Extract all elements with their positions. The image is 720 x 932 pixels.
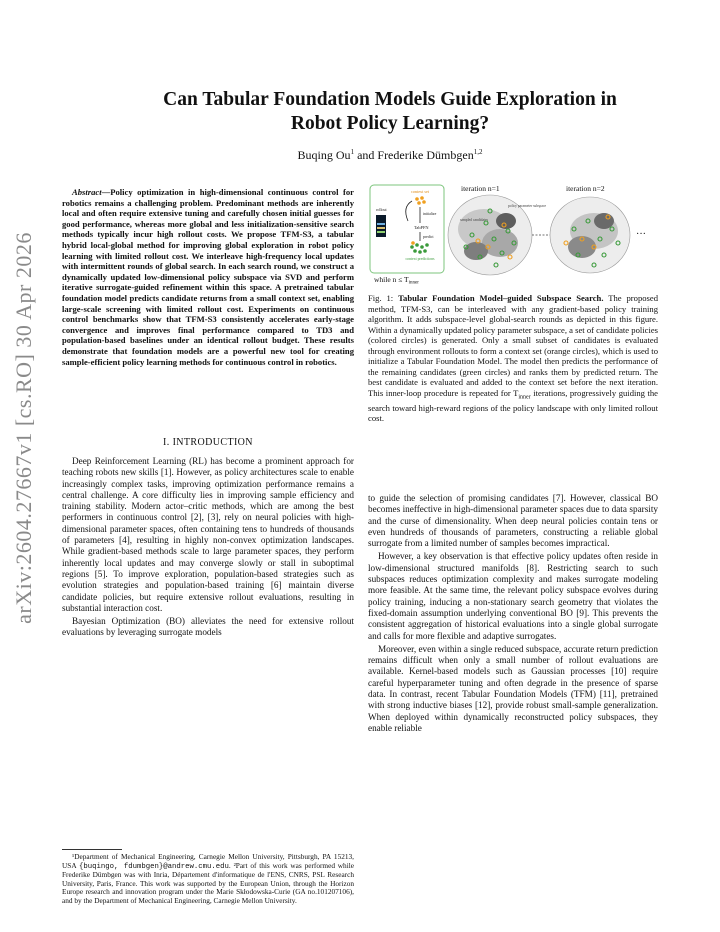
paper-title (60, 88, 720, 136)
authors (60, 148, 720, 163)
caption-tail: iterations, progressively guiding the search toward high-reward regions of the policy landscape with only limited rollout cost. (368, 387, 658, 424)
continuation-ellipsis: ··· (636, 229, 646, 240)
model-label: TabPFN (414, 225, 429, 230)
intro-paragraph: Bayesian Optimization (BO) alleviates the need for extensive rollout evaluations by leveraging surrogate models (62, 616, 354, 638)
footnote-emails: {buqingo, fdumbgen}@andrew.cmu.edu (79, 862, 229, 871)
iteration-1-label: iteration n=1 (461, 184, 500, 193)
figure-caption (368, 293, 658, 424)
caption-title: Tabular Foundation Model–guided Subspace Search. (398, 293, 604, 303)
author-1: Buqing Ou (297, 148, 351, 162)
predict-label: predict (423, 235, 434, 239)
and-word: and (357, 148, 375, 162)
author-1-affil: 1 (350, 148, 355, 156)
author-2: Frederike Dümbgen (377, 148, 474, 162)
robot-rollout-icon (376, 215, 386, 237)
title-line-1: Can Tabular Foundation Models Guide Exploration in (163, 89, 617, 110)
author-2-affil: 1,2 (473, 148, 483, 156)
footnote-rule (62, 849, 122, 850)
abstract-dash: — (101, 187, 111, 197)
policy-subspace-label: policy parameter subspace (508, 204, 547, 208)
intro-paragraph: Moreover, even within a single reduced subspace, accurate return prediction remains difficult when only a small number of rollout evaluations are available. Kernel-based models such as Gaussian processes [10] require careful hyperparameter tuning and often degrade in the presence of sparse data. In contrast, recent Tabular Foundation Models (TFM) [11], pretrained with strong inductive biases [12], provide robust small-sample generalization. When deployed within dynamically reconstructed policy subspaces, they enable reliable (368, 643, 658, 733)
rollout-label: rollout (376, 207, 387, 212)
title-line-2: Robot Policy Learning? (290, 113, 490, 134)
footnote-acknowledgment: . ²Part of this work was performed while Frederike Dümbgen was with Inria, Département d'informatique de l'ENS, CNRS, PSL Research University, Paris, France. This work was supported by the European Union, through the Horizon Europe research and innovation program under the Marie Skłodowska-Curie (GA no.101207106), and by the Department of Mechanical Engineering, Carnegie Mellon University. (62, 860, 354, 905)
iteration-2-label: iteration n=2 (566, 184, 605, 193)
caption-subscript: inner (518, 394, 531, 401)
arxiv-identifier: arXiv:2604.27667v1 [cs.RO] 30 Apr 2026 (11, 232, 36, 624)
footnote (62, 853, 354, 906)
caption-label: Fig. 1: (368, 293, 394, 303)
abstract-text: Policy optimization in high-dimensional continuous control for robotics remains a challenging problem. Predominant methods are inherently local and often require extensive tuning and carefully chosen initial guesses for good performance, whereas more global and less initialization-sensitive search methods typically incur high rollout costs. We propose TFM-S3, a tabular hybrid local-global method for improving global exploration in robot policy learning with limited rollout cost. We interleave high-frequency local updates with intermittent rounds of global search. In each search round, we construct a dynamically updated low-dimensional policy subspace via SVD and perform iterative surrogate-guided refinement within this space. A pretrained tabular foundation model predicts candidate returns from a small context set, enabling large-scale screening with limited rollout cost. Experiments on continuous control benchmarks show that TFM-S3 consistently accelerates early-stage convergence and improves final performance compared to TD3 and population-based baselines under an identical rollout budget. These results demonstrate that foundation models are a powerful new tool for creating sample-efficient policy learning methods for continuous control in robotics. (62, 187, 354, 367)
intro-paragraph: to guide the selection of promising candidates [7]. However, classical BO becomes ineffective in high-dimensional parameter spaces due to data sparsity and the curse of dimensionality. When deep neural policies contain tens or even hundreds of thousands of parameters, constructing a reliable global surrogate from a limited number of samples becomes impractical. (368, 493, 658, 549)
landscape-iteration-1 (448, 195, 547, 275)
sampled-candidates-label: sampled candidates (460, 218, 489, 222)
footnote-affiliation: ¹Department of Mechanical Engineering, Carnegie Mellon University, Pittsburgh, PA 15213, USA (62, 852, 354, 870)
intro-left-column (62, 456, 354, 641)
intro-right-column (368, 493, 658, 736)
initialize-label: initialize (423, 212, 437, 216)
figure-1 (368, 181, 658, 285)
loop-condition: while $n \le T_{inner}$ (374, 275, 419, 285)
section-heading: I. INTRODUCTION (163, 437, 253, 448)
context-set-label: context set (410, 189, 430, 194)
landscape-iteration-2 (550, 197, 630, 273)
caption-text: The proposed method, TFM-S3, can be interleaved with any gradient-based policy training algorithm. It adds subspace-level global-search rounds as depicted in this figure. Within a dynamically updated policy parameter subspace, a set of candidate policies (colored circles) is generated. Only a small subset of candidates is evaluated through environment rollouts to form a context set (orange circles), which is used to initialize a Tabular Foundation Model. The model then predicts the performance of the remaining candidates (green circles) and ranks them by predicted return. The best candidate is evaluated and added to the context set before the next iteration. This inner-loop procedure is repeated for T (368, 293, 658, 398)
abstract-label: Abstract (72, 187, 102, 197)
intro-paragraph: Deep Reinforcement Learning (RL) has become a prominent approach for teaching robots new skills [1]. However, as policy architectures scale to enable increasingly complex tasks, improving optimization performance remains a central challenge. A core difficulty lies in improving sample efficiency and training stability. Modern actor–critic methods, which are among the best performers in continuous control [2], [3], rely on neural policies with high-dimensional parameter spaces, often containing tens to hundreds of thousands of parameters [4], resulting in highly non-convex optimization landscapes. While gradient-based methods scale to large parameter spaces, they perform inherently local updates and may converge slowly or stall in suboptimal regions [5]. To improve exploration, population-based strategies such as evolution strategies and population-based training [6] maintain diverse candidate policies, but require extensive rollout evaluations, resulting in substantial interaction cost. (62, 456, 354, 613)
arxiv-sidebar (7, 148, 41, 708)
abstract (62, 187, 354, 367)
context-predictions-label: context predictions (405, 257, 435, 261)
intro-paragraph: However, a key observation is that effective policy updates often reside in low-dimensional structured manifolds [8]. Restricting search to such subspaces reduces optimization complexity and makes surrogate modeling more feasible. At the same time, the relevant policy subspace evolves during policy training, inducing a non-stationary search geometry that violates the fixed-domain assumption underlying conventional BO [9]. This prevents the consistent aggregation of historical evaluations into a single global surrogate and calls for more flexible and adaptive surrogates. (368, 551, 658, 641)
